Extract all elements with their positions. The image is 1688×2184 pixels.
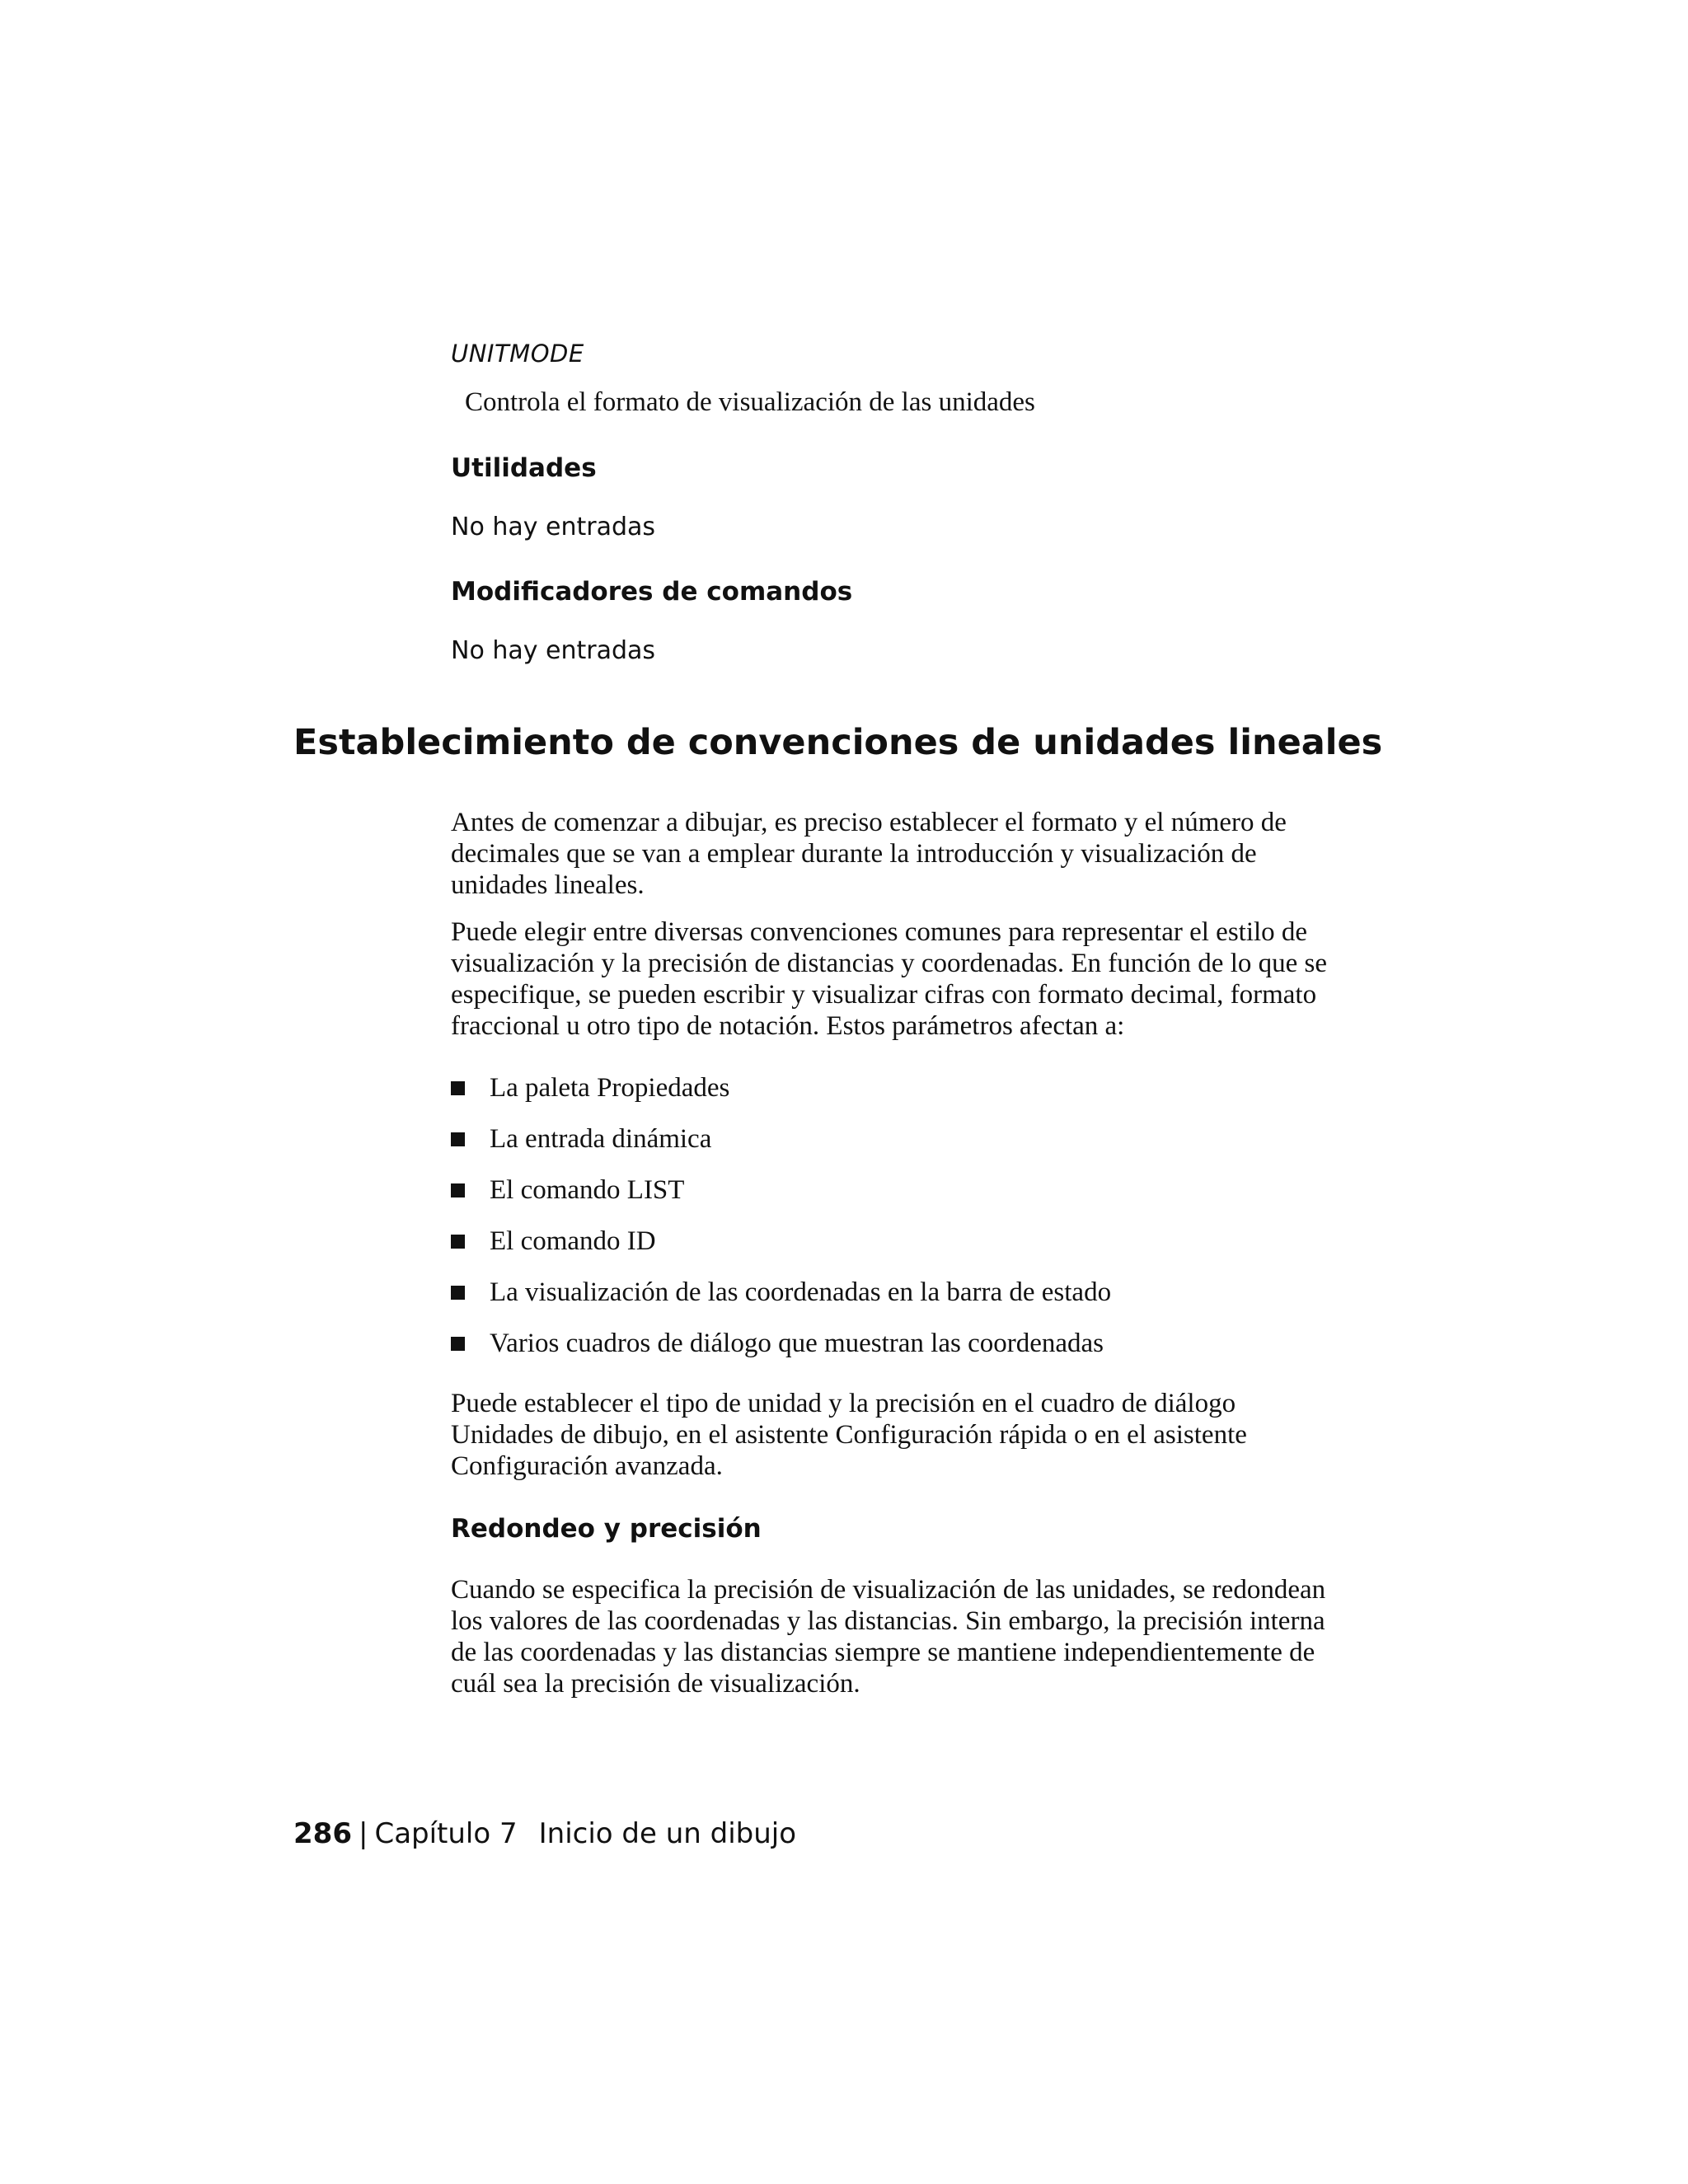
bullet-square-icon <box>451 1183 465 1197</box>
sysvar-name: UNITMODE <box>451 340 584 368</box>
sysvar-description: Controla el formato de visualización de las unidades <box>465 387 1035 417</box>
list-item: El comando ID <box>451 1216 1111 1267</box>
bullet-square-icon <box>451 1081 465 1095</box>
bullet-square-icon <box>451 1132 465 1146</box>
chapter-label: Capítulo 7 <box>374 1817 518 1850</box>
list-item: La visualización de las coordenadas en la barra de estado <box>451 1267 1111 1318</box>
list-item: La paleta Propiedades <box>451 1062 1111 1113</box>
modificadores-heading: Modificadores de comandos <box>451 577 853 607</box>
page-number: 286 <box>293 1817 352 1850</box>
list-item: La entrada dinámica <box>451 1113 1111 1165</box>
intro-paragraph: Antes de comenzar a dibujar, es preciso establecer el formato y el número de decimales que se van a emplear durante la introducción y visualización de unidades lineales. <box>451 808 1287 900</box>
footer-separator: | <box>358 1817 368 1850</box>
bullet-square-icon <box>451 1286 465 1300</box>
bullet-square-icon <box>451 1337 465 1351</box>
conventions-paragraph: Puede elegir entre diversas convenciones comunes para representar el estilo de visualización y la precisión de distancias y coordenadas. En función de lo que se especifique, se pueden escribir y visualizar cifras con formato decimal, formato fraccional u otro tipo de notación. Estos parámetros afectan a: <box>451 917 1327 1041</box>
units-dialog-paragraph: Puede establecer el tipo de unidad y la precisión en el cuadro de diálogo Unidades de dibujo, en el asistente Configuración rápida o en el asistente Configuración avanzada. <box>451 1389 1247 1481</box>
utilidades-text: No hay entradas <box>451 513 656 541</box>
bullet-square-icon <box>451 1235 465 1249</box>
section-title: Establecimiento de convenciones de unidades lineales <box>293 722 1383 763</box>
chapter-title: Inicio de un dibujo <box>538 1817 797 1850</box>
list-item: El comando LIST <box>451 1165 1111 1216</box>
affected-items-list <box>451 1062 1111 1369</box>
redondeo-heading: Redondeo y precisión <box>451 1514 762 1544</box>
utilidades-heading: Utilidades <box>451 453 597 483</box>
modificadores-text: No hay entradas <box>451 636 656 665</box>
redondeo-paragraph: Cuando se especifica la precisión de visualización de las unidades, se redondean los valores de las coordenadas y las distancias. Sin embargo, la precisión interna de las coordenadas y las distancias siempre se mantiene independientemente de cuál sea la precisión de visualización. <box>451 1575 1326 1699</box>
list-item: Varios cuadros de diálogo que muestran las coordenadas <box>451 1318 1111 1369</box>
page-footer <box>293 1817 796 1850</box>
